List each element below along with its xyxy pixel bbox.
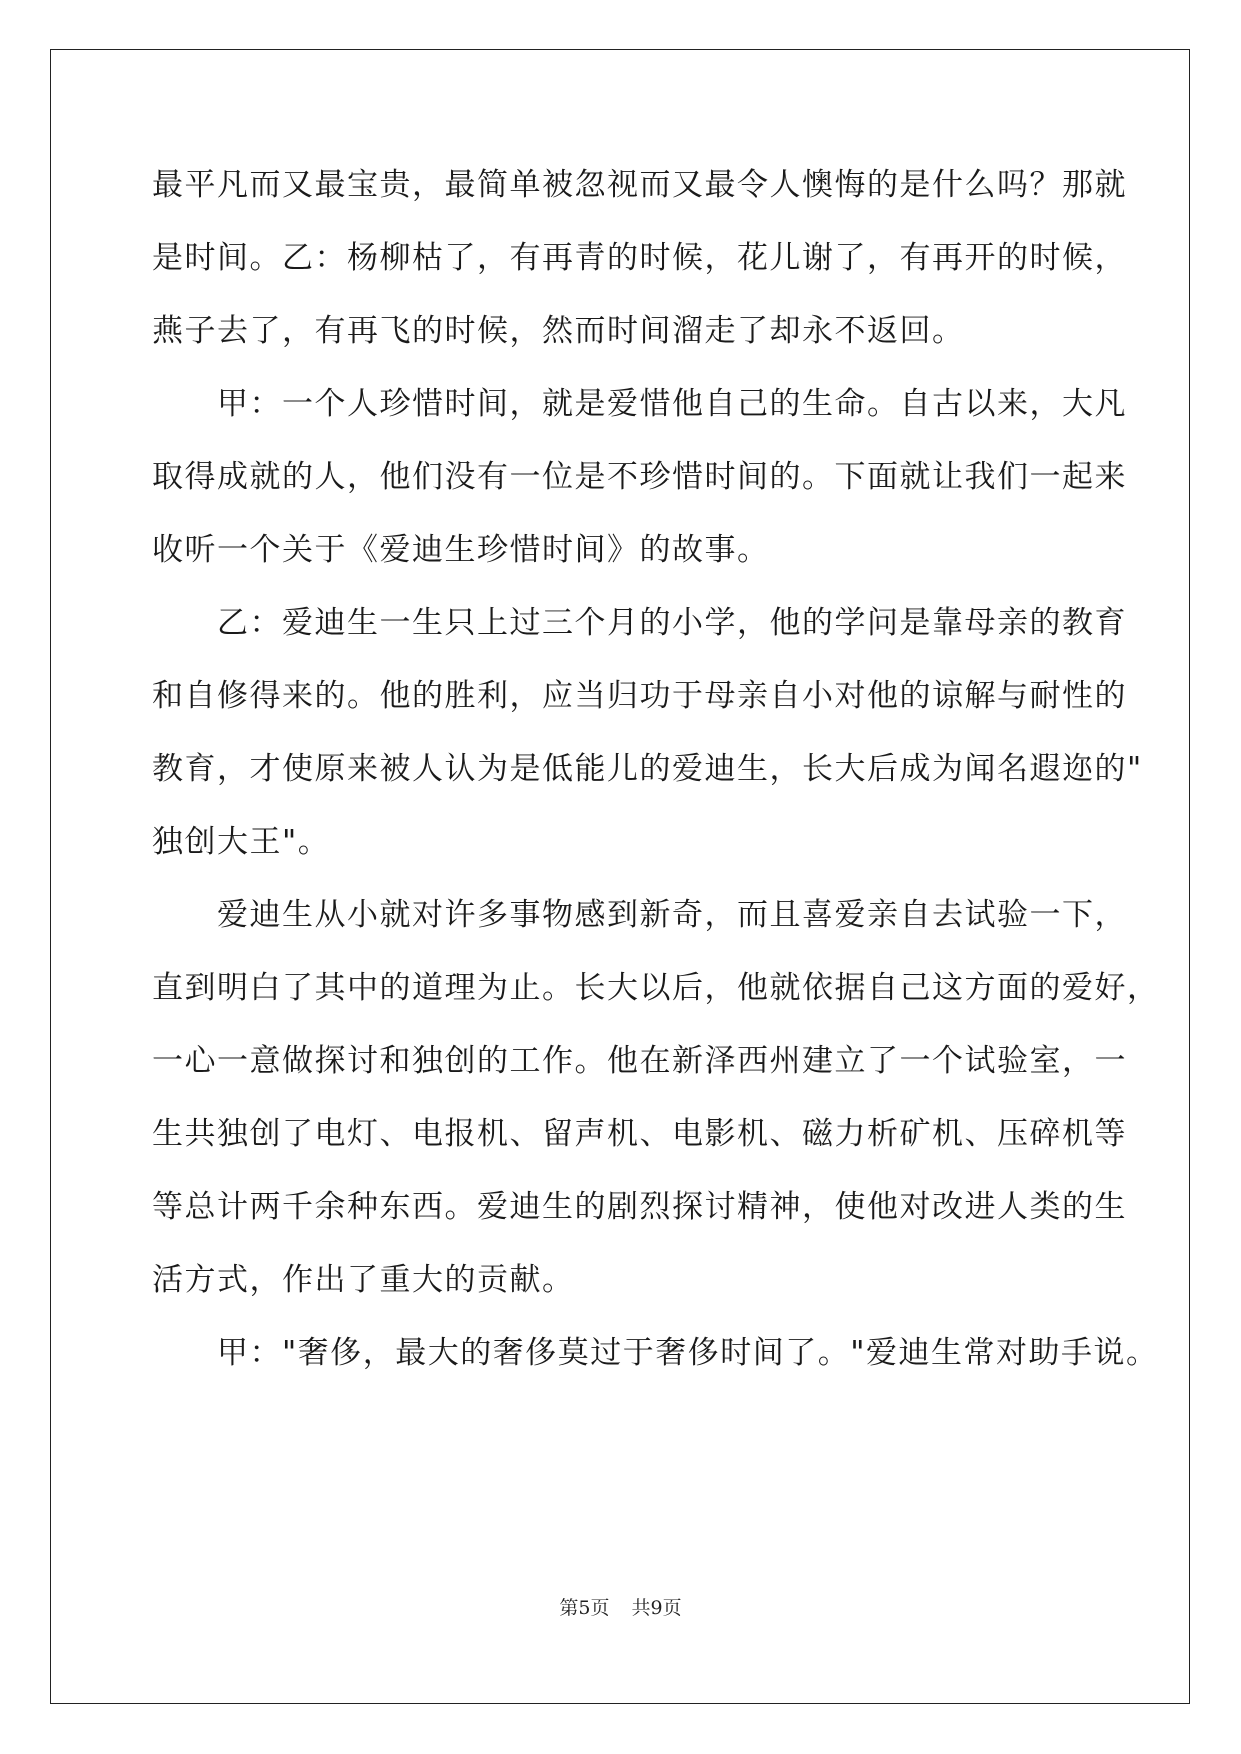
- text-line: 教育，才使原来被人认为是低能儿的爱迪生，长大后成为闻名遐迩的": [152, 751, 1143, 787]
- text-line: 爱迪生从小就对许多事物感到新奇，而且喜爱亲自去试验一下，: [152, 897, 1127, 933]
- text-line: 直到明白了其中的道理为止。长大以后，他就依据自己这方面的爱好，: [152, 970, 1160, 1006]
- text-line: 一心一意做探讨和独创的工作。他在新泽西州建立了一个试验室，一: [152, 1043, 1127, 1079]
- text-line: 收听一个关于《爱迪生珍惜时间》的故事。: [152, 532, 770, 568]
- text-line: 甲："奢侈，最大的奢侈莫过于奢侈时间了。"爱迪生常对助手说。: [152, 1335, 1159, 1371]
- page-footer: [0, 1596, 1241, 1620]
- text-line: 燕子去了，有再飞的时候，然而时间溜走了却永不返回。: [152, 313, 965, 349]
- text-line: 活方式，作出了重大的贡献。: [152, 1262, 575, 1298]
- text-line: 生共独创了电灯、电报机、留声机、电影机、磁力析矿机、压碎机等: [152, 1116, 1127, 1152]
- page-border: [50, 49, 1190, 1704]
- current-page-number: 第5页: [559, 1597, 610, 1619]
- text-line: 等总计两千余种东西。爱迪生的剧烈探讨精神，使他对改进人类的生: [152, 1189, 1127, 1225]
- text-line: 独创大王"。: [152, 824, 331, 860]
- text-line: 取得成就的人，他们没有一位是不珍惜时间的。下面就让我们一起来: [152, 459, 1127, 495]
- text-line: 最平凡而又最宝贵，最简单被忽视而又最令人懊悔的是什么吗？那就: [152, 167, 1127, 203]
- text-line: 是时间。乙：杨柳枯了，有再青的时候，花儿谢了，有再开的时候，: [152, 240, 1127, 276]
- text-line: 和自修得来的。他的胜利，应当归功于母亲自小对他的谅解与耐性的: [152, 678, 1127, 714]
- text-line: 乙：爱迪生一生只上过三个月的小学，他的学问是靠母亲的教育: [152, 605, 1127, 641]
- text-line: 甲：一个人珍惜时间，就是爱惜他自己的生命。自古以来，大凡: [152, 386, 1127, 422]
- total-page-count: 共9页: [631, 1597, 682, 1619]
